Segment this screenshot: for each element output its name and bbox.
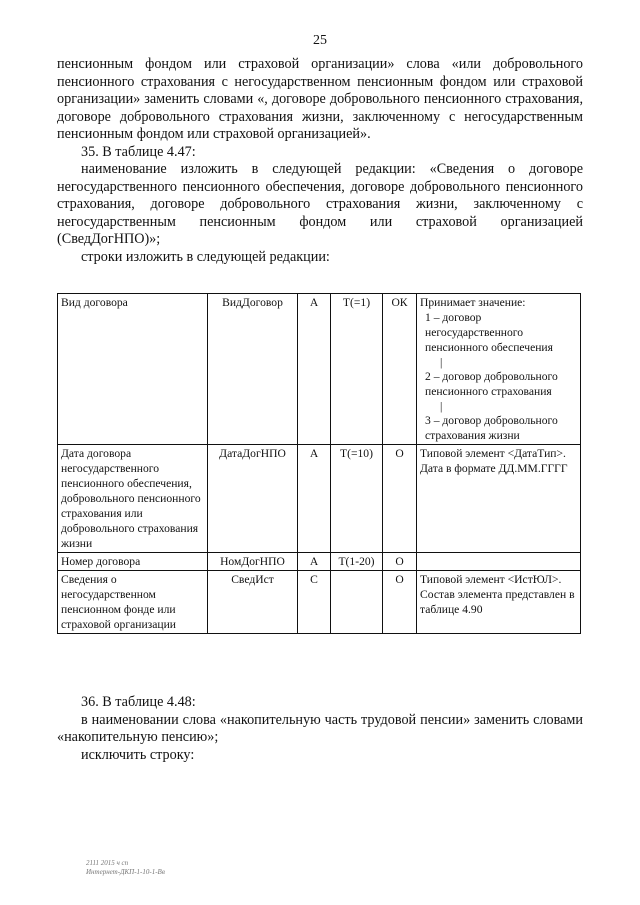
field-code: СведИст (208, 571, 298, 634)
note-title: Принимает значение: (420, 296, 526, 309)
note-item: 2 – договор добровольного пенсионного страхования (425, 370, 558, 398)
field-name: Сведения о негосударственном пенсионном фонде или страховой организации (58, 571, 208, 634)
note-item: 1 – договор негосударственного пенсионного обеспечения (425, 311, 553, 354)
footer-line: Интернет-ДКП-1-10-1-Вв (86, 868, 165, 876)
field-type: А (298, 294, 331, 445)
field-type: С (298, 571, 331, 634)
field-name: Вид договора (58, 294, 208, 445)
field-name: Номер договора (58, 553, 208, 571)
field-format: Т(=10) (331, 445, 383, 553)
field-note: Типовой элемент <ДатаТип>. Дата в формате ДД.ММ.ГГГГ (417, 445, 581, 553)
item36-paragraph: в наименовании слова «накопительную часть трудовой пенсии» заменить словами «накопительную пенсию»; (57, 711, 583, 745)
table-row (58, 294, 581, 445)
footer-stamp (86, 859, 165, 877)
field-type: А (298, 553, 331, 571)
field-code: ВидДоговор (208, 294, 298, 445)
intro-paragraph: пенсионным фондом или страховой организации» слова «или добровольного пенсионного страхования с негосударственном пенсионным фондом или страховой организации» заменить словами «, договоре добровольного пенсионного страхования, договоре добровольного страхования жизни, заключенному с негосударственным пенсионным фондом или страховой организацией». (57, 56, 583, 142)
field-required: ОК (383, 294, 417, 445)
field-type: А (298, 445, 331, 553)
note-separator: | (440, 356, 443, 369)
field-format: Т(=1) (331, 294, 383, 445)
field-note: Типовой элемент <ИстЮЛ>. Состав элемента представлен в таблице 4.90 (417, 571, 581, 634)
table-row (58, 571, 581, 634)
item36-exclude: исключить строку: (81, 746, 195, 763)
field-note (417, 553, 581, 571)
field-required: О (383, 553, 417, 571)
spec-table (57, 293, 581, 634)
field-format: Т(1-20) (331, 553, 383, 571)
field-required: О (383, 571, 417, 634)
page-number: 25 (313, 33, 327, 48)
table-row (58, 445, 581, 553)
field-name: Дата договора негосударственного пенсионного обеспечения, добровольного пенсионного страхования или добровольного страхования жизни (58, 445, 208, 553)
note-item: 3 – договор добровольного страхования жизни (425, 414, 558, 442)
field-required: О (383, 445, 417, 553)
note-separator: | (440, 400, 443, 413)
item36-heading: 36. В таблице 4.48: (81, 694, 196, 710)
footer-line: 2111 2015 ч сп (86, 859, 129, 867)
main-text (57, 56, 583, 266)
field-code: ДатаДогНПО (208, 445, 298, 553)
item35-heading: 35. В таблице 4.47: (81, 143, 196, 160)
item36-section (57, 694, 583, 764)
field-format (331, 571, 383, 634)
item35-rows-intro: строки изложить в следующей редакции: (81, 248, 330, 265)
field-note (417, 294, 581, 445)
item35-name-paragraph: наименование изложить в следующей редакции: «Сведения о договоре негосударственного пенсионного обеспечения, договоре добровольного пенсионного страхования, договоре добровольного страхования жизни, заключенному с негосударственным пенсионным фондом или страховой организацией (СведДогНПО)»; (57, 161, 583, 247)
field-code: НомДогНПО (208, 553, 298, 571)
table-row (58, 553, 581, 571)
